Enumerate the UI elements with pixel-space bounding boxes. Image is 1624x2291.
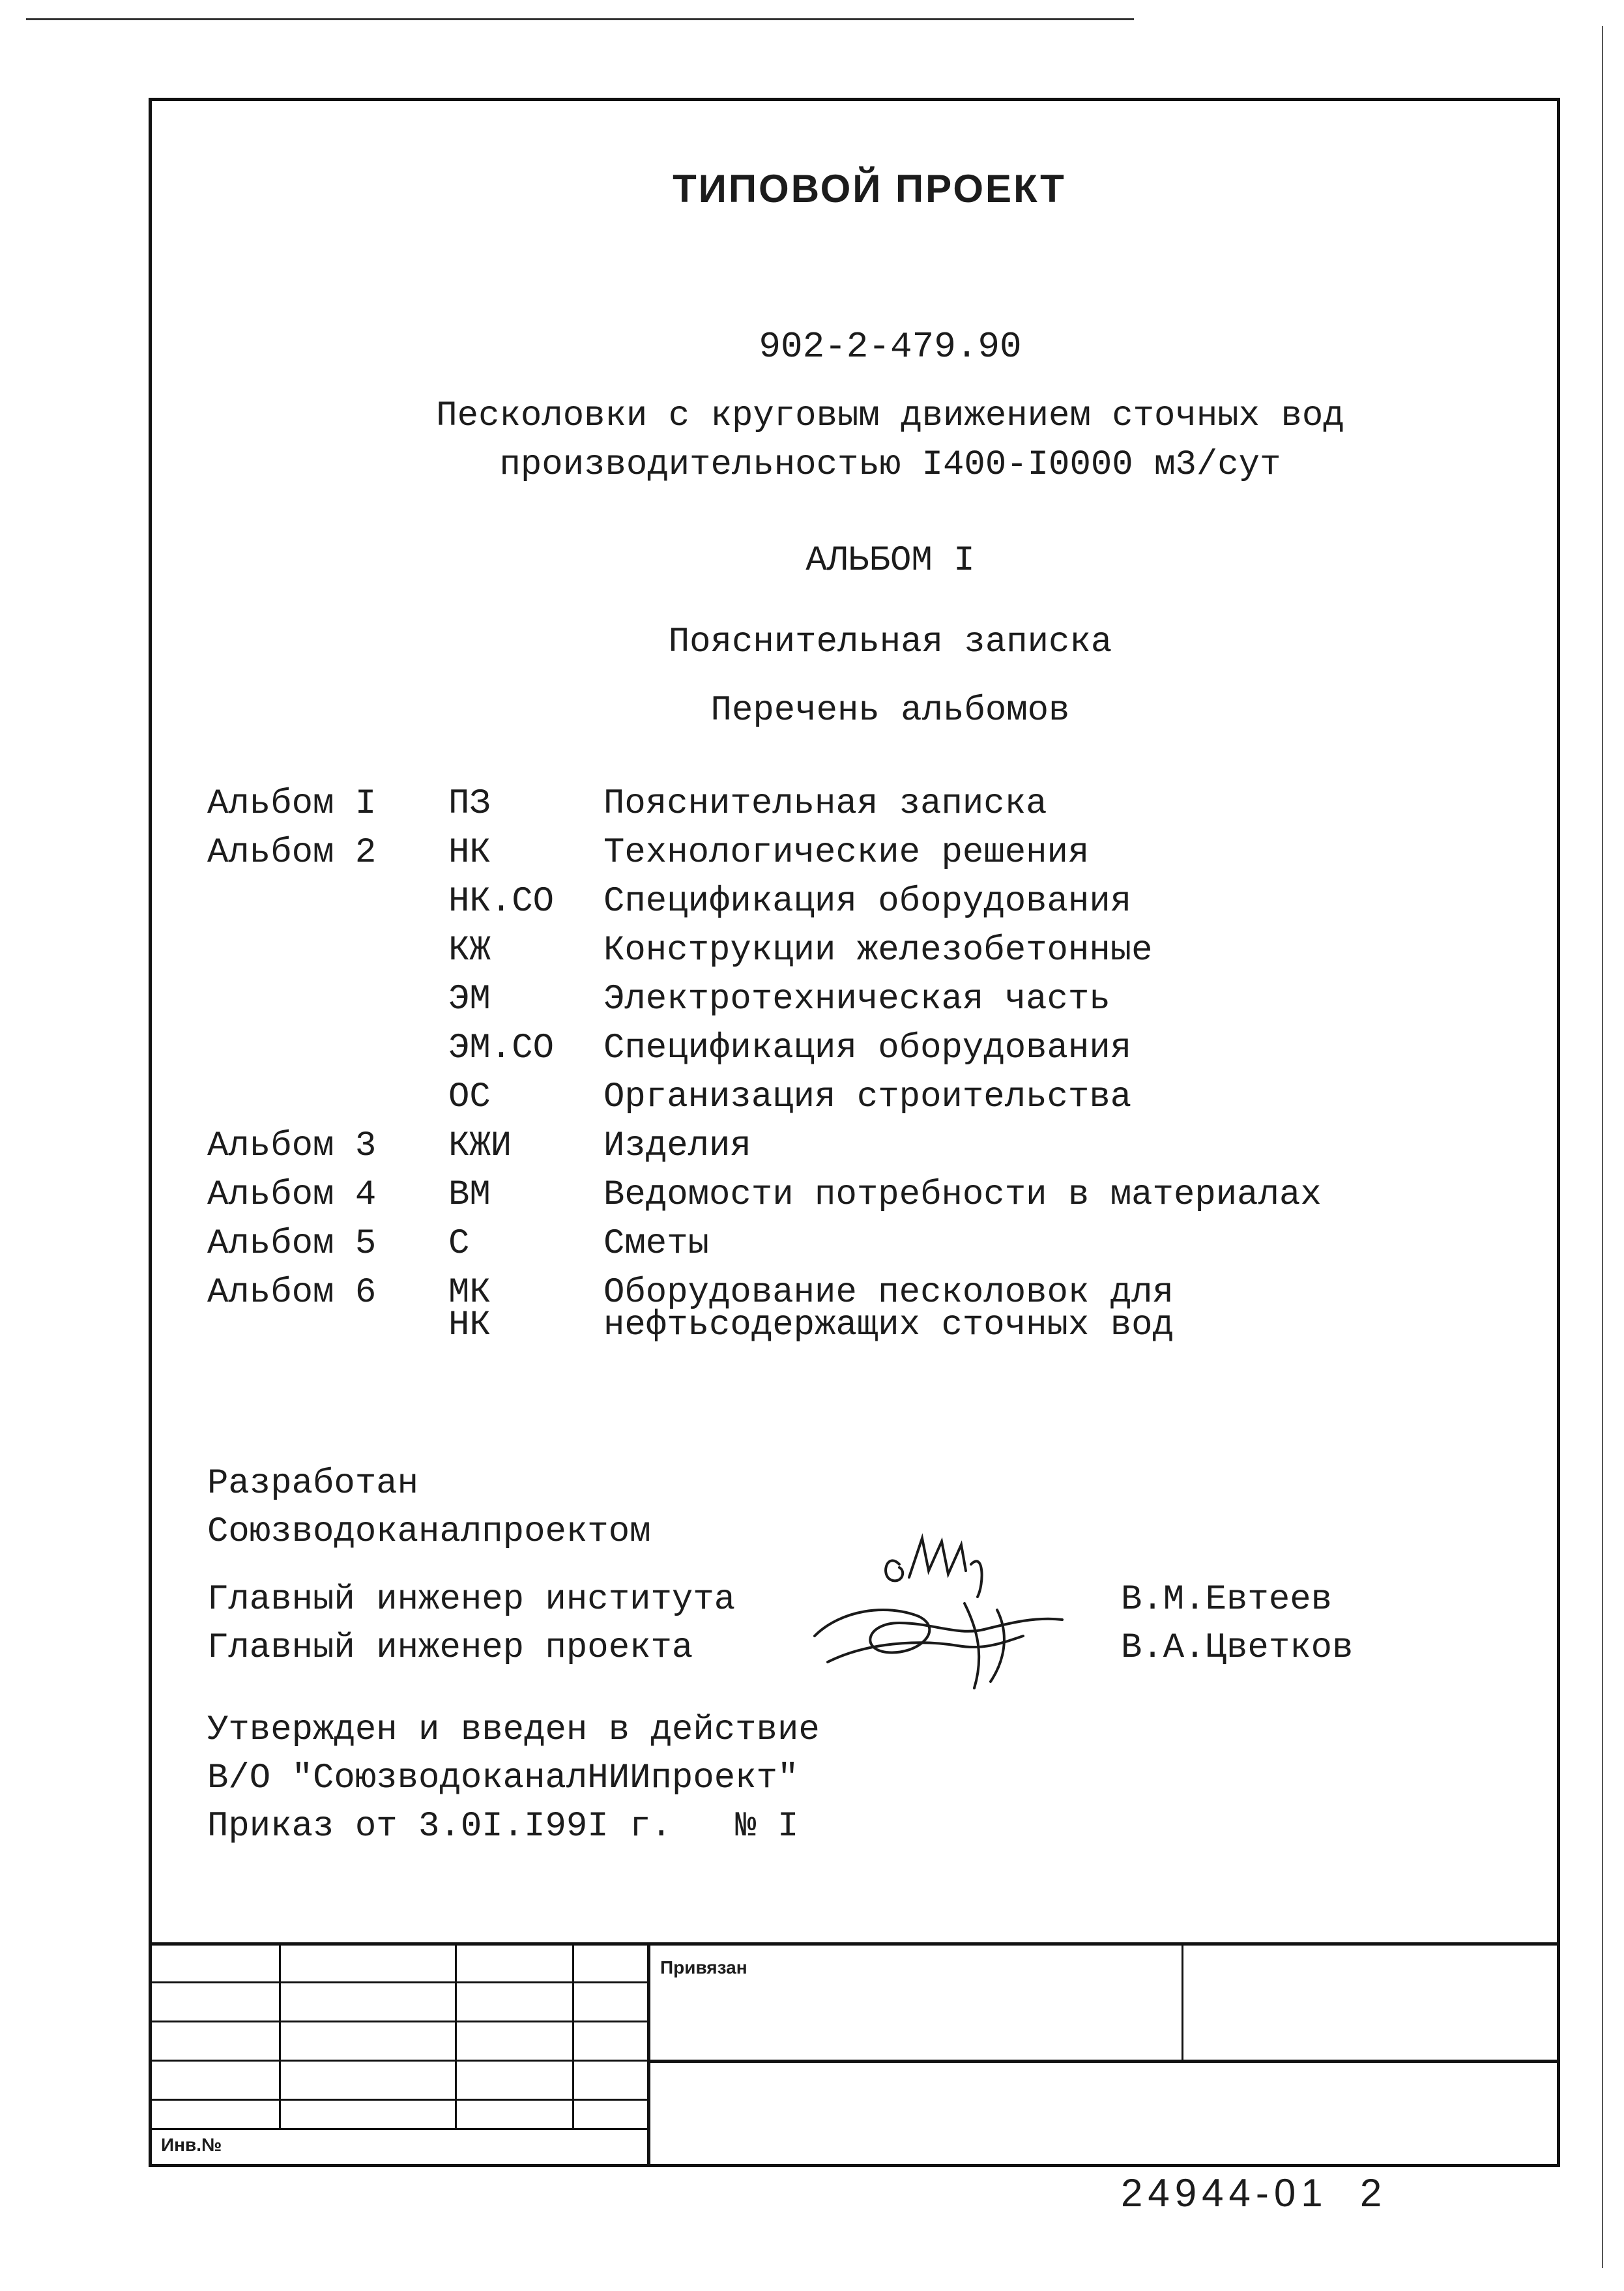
album-title: Ведомости потребности в материалах — [603, 1175, 1322, 1215]
stamp-hline — [152, 2128, 647, 2130]
bound-label: Привязан — [660, 1957, 747, 1977]
handwritten-signature — [789, 1525, 1095, 1721]
names-block — [1121, 1576, 1353, 1672]
project-name-line1: Песколовки с круговым движением сточных вод — [436, 396, 1344, 436]
album-code: С — [448, 1224, 470, 1264]
album-label: Альбом 5 — [207, 1224, 377, 1264]
top-rule — [26, 18, 1134, 20]
approval-line1: Утвержден и введен в действие — [207, 1710, 820, 1750]
album-title: Оборудование песколовок для — [603, 1273, 1174, 1313]
album-title: Электротехническая часть — [603, 980, 1110, 1019]
album-heading: АЛЬБОМ I — [805, 541, 975, 581]
album-title: Спецификация оборудования — [603, 882, 1132, 922]
album-title: Спецификация оборудования — [603, 1029, 1132, 1068]
title-block-stamp — [152, 1942, 1557, 2164]
stamp-vline — [1182, 1946, 1183, 2060]
stamp-vline — [572, 1946, 574, 2128]
role-chief-engineer-institute: Главный инженер института — [207, 1580, 736, 1620]
roles-block — [207, 1576, 735, 1672]
album-title: Сметы — [603, 1224, 710, 1264]
album-label: Альбом I — [207, 784, 377, 824]
album-code: ЭМ — [448, 980, 491, 1019]
album-code: КЖИ — [448, 1126, 512, 1166]
document-number: 24944-01 2 — [1121, 2171, 1387, 2215]
name-evteev: В.М.Евтеев — [1121, 1580, 1333, 1620]
developer-block — [207, 1460, 651, 1556]
album-title: Конструкции железобетонные — [603, 931, 1153, 970]
stamp-hline — [647, 2060, 1557, 2063]
album-code: НК — [448, 833, 491, 873]
album-code: ОС — [448, 1077, 491, 1117]
album-content-2: Перечень альбомов — [710, 691, 1070, 731]
stamp-vline — [279, 1946, 281, 2128]
album-title: Технологические решения — [603, 833, 1090, 873]
developer-line1: Разработан — [207, 1464, 419, 1504]
stamp-vline — [647, 1946, 650, 2164]
album-label: Альбом 4 — [207, 1175, 377, 1215]
approval-line3: Приказ от 3.0I.I99I г. № I — [207, 1807, 799, 1846]
album-title: Изделия — [603, 1126, 751, 1166]
name-tsvetkov: В.А.Цветков — [1121, 1628, 1354, 1668]
role-chief-engineer-project: Главный инженер проекта — [207, 1628, 693, 1668]
album-title: Пояснительная записка — [603, 784, 1047, 824]
album-label: Альбом 3 — [207, 1126, 377, 1166]
project-name-line2: производительностью I400-I0000 м3/сут — [499, 445, 1281, 485]
album-code: НК — [448, 1306, 491, 1345]
album-code: НК.СО — [448, 882, 555, 922]
inventory-number-label: Инв.№ — [161, 2135, 222, 2155]
approval-line2: В/О "СоюзводоканалНИИпроект" — [207, 1758, 799, 1798]
album-label: Альбом 6 — [207, 1273, 377, 1313]
album-content-1: Пояснительная записка — [668, 622, 1112, 662]
album-title: нефтьсодержащих сточных вод — [603, 1306, 1174, 1345]
album-code: ПЗ — [448, 784, 491, 824]
album-title: Организация строительства — [603, 1077, 1132, 1117]
album-code: ВМ — [448, 1175, 491, 1215]
album-code: КЖ — [448, 931, 491, 970]
developer-line2: Союзводоканалпроектом — [207, 1512, 651, 1552]
project-code: 902-2-479.90 — [759, 326, 1022, 368]
album-label: Альбом 2 — [207, 833, 377, 873]
album-code: МК — [448, 1273, 491, 1313]
document-title: ТИПОВОЙ ПРОЕКТ — [673, 167, 1066, 211]
approval-block — [207, 1706, 820, 1851]
album-code: ЭМ.СО — [448, 1029, 555, 1068]
stamp-vline — [455, 1946, 457, 2128]
